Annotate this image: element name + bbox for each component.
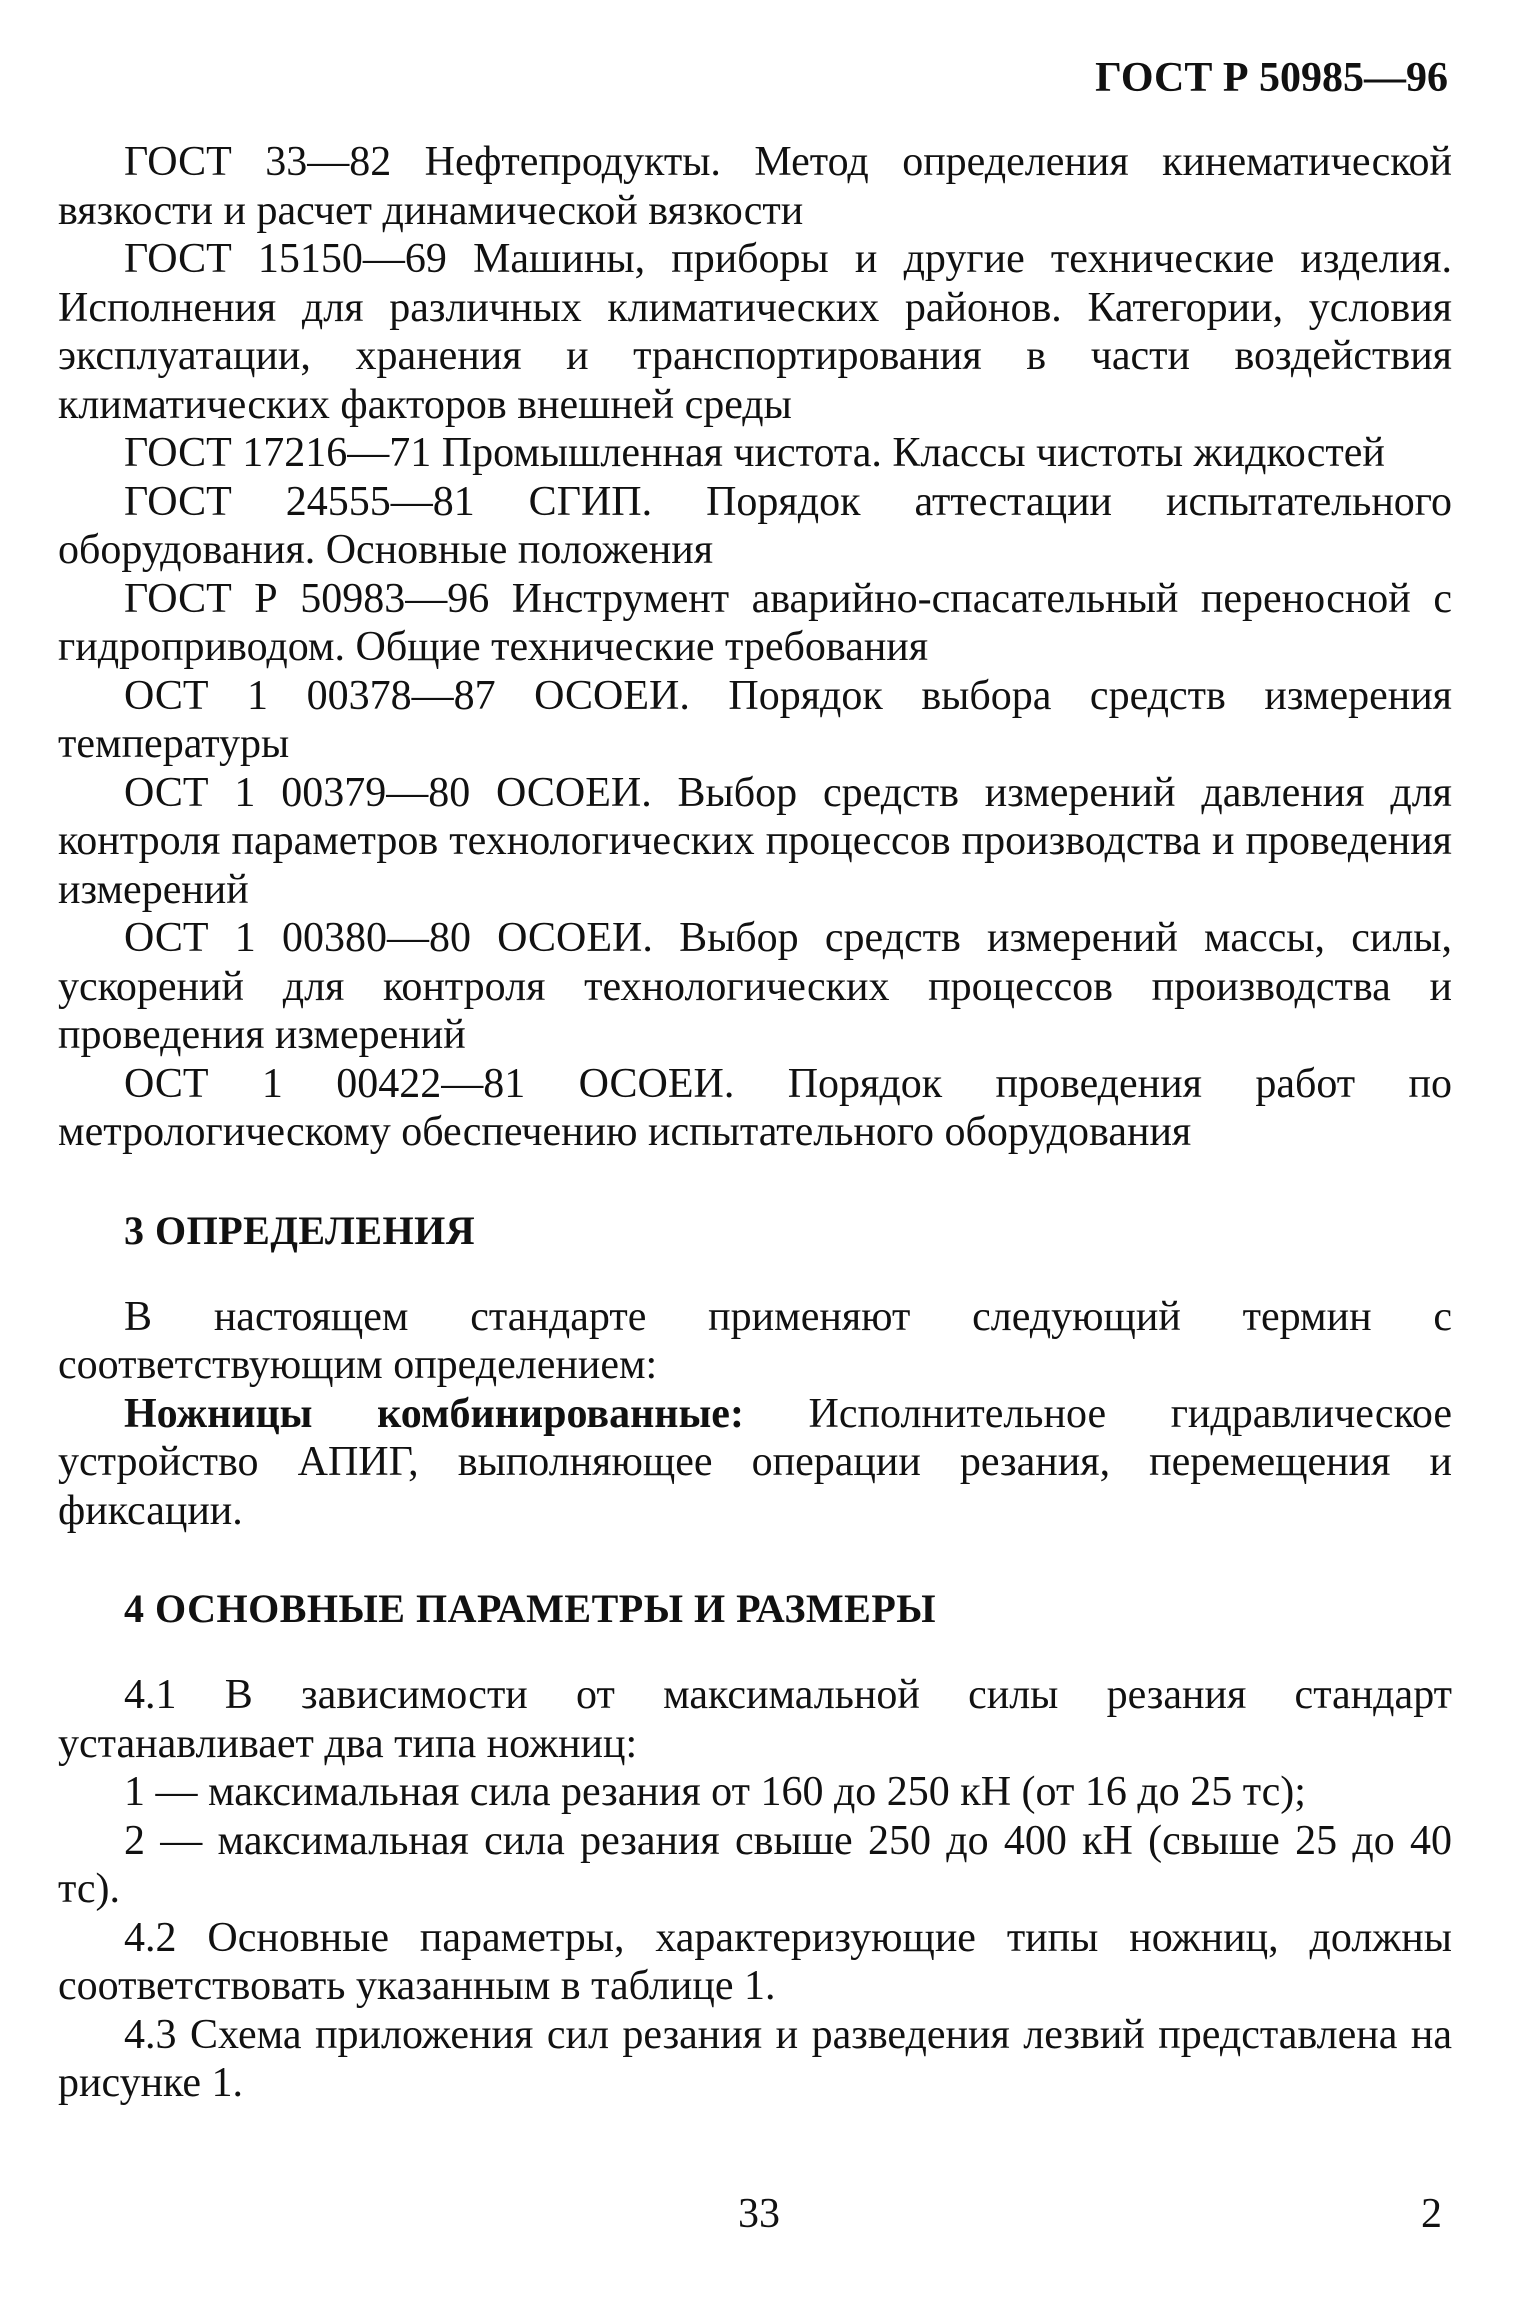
reference-item: ГОСТ 24555—81 СГИП. Порядок аттестации испытательного оборудования. Основные положения	[58, 478, 1452, 573]
section-heading-definitions: 3 ОПРЕДЕЛЕНИЯ	[124, 1207, 476, 1253]
defined-term: Ножницы комбинированные:	[124, 1390, 744, 1437]
reference-item: ОСТ 1 00379—80 ОСОЕИ. Выбор средств измерений давления для контроля параметров технологических процессов производства и проведения измерений	[58, 769, 1452, 913]
reference-item: ГОСТ Р 50983—96 Инструмент аварийно-спасательный переносной с гидроприводом. Общие технические требования	[58, 575, 1452, 670]
clause-paragraph: 4.2 Основные параметры, характеризующие типы ножниц, должны соответствовать указанным в таблице 1.	[58, 1914, 1452, 2009]
definition-paragraph	[58, 1390, 1452, 1536]
term-definition: Исполнительное гидравлическое устройство АПИГ, выполняющее операции резания, перемещения и фиксации.	[58, 1390, 1452, 1534]
definitions-section	[58, 1293, 1452, 1536]
normative-references-list	[58, 138, 1452, 1157]
doc-code: ГОСТ Р 50985—96	[1095, 55, 1448, 101]
reference-item: ГОСТ 33—82 Нефтепродукты. Метод определения кинематической вязкости и расчет динамической вязкости	[58, 139, 1452, 234]
running-header	[58, 48, 1452, 108]
definitions-intro: В настоящем стандарте применяют следующий термин с соответствующим определением:	[58, 1293, 1452, 1388]
reference-item: ГОСТ 15150—69 Машины, приборы и другие технические изделия. Исполнения для различных климатических районов. Категории, условия эксплуатации, хранения и транспортирования в части воздействия климатических факторов внешней среды	[58, 236, 1452, 428]
page-number-right: 2	[1421, 2191, 1442, 2237]
document-page	[58, 48, 1452, 2248]
reference-item: ОСТ 1 00422—81 ОСОЕИ. Порядок проведения работ по метрологическому обеспечению испытательного оборудования	[58, 1060, 1452, 1155]
clause-paragraph: 1 — максимальная сила резания от 160 до 250 кН (от 16 до 25 тс);	[124, 1769, 1306, 1815]
clause-paragraph: 4.3 Схема приложения сил резания и разведения лезвий представлена на рисунке 1.	[58, 2011, 1452, 2106]
section-heading-parameters: 4 ОСНОВНЫЕ ПАРАМЕТРЫ И РАЗМЕРЫ	[124, 1586, 937, 1631]
clause-paragraph: 4.1 В зависимости от максимальной силы резания стандарт устанавливает два типа ножниц:	[58, 1672, 1452, 1767]
clause-paragraph: 2 — максимальная сила резания свыше 250 до 400 кН (свыше 25 до 40 тс).	[58, 1817, 1452, 1912]
parameters-section	[58, 1671, 1452, 2108]
reference-item: ОСТ 1 00380—80 ОСОЕИ. Выбор средств измерений массы, силы, ускорений для контроля технологических процессов производства и проведения измерений	[58, 915, 1452, 1058]
reference-item: ОСТ 1 00378—87 ОСОЕИ. Порядок выбора средств измерения температуры	[58, 672, 1452, 767]
page-number-center: 33	[738, 2191, 780, 2237]
reference-item: ГОСТ 17216—71 Промышленная чистота. Классы чистоты жидкостей	[124, 430, 1385, 476]
page-footer	[58, 2186, 1452, 2242]
